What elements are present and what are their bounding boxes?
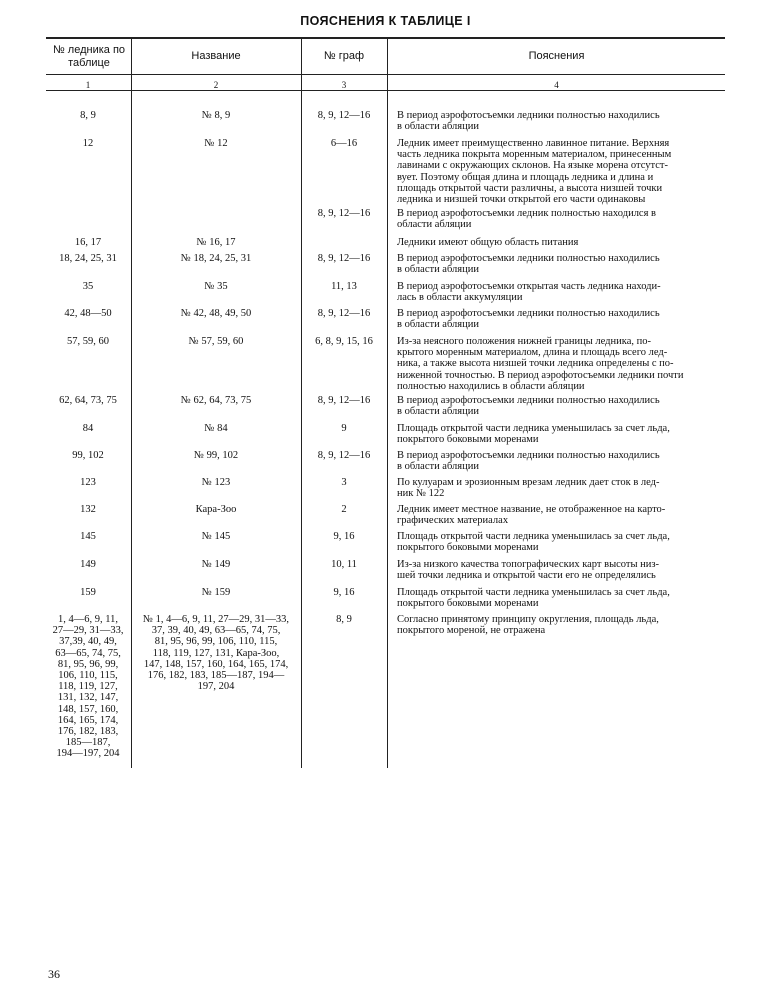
explanation-line: лась в области аккумуляции [397,292,523,304]
row-8-glacier-number: 57, 59, 60 [67,336,109,347]
number-list-line: 194—197, 204 [56,748,120,760]
header-number-4: 4 [554,80,559,90]
number-list-line: 118, 119, 127, [58,681,118,693]
row-17-glacier-numbers [46,614,130,760]
row-7-name: № 42, 48, 49, 50 [180,308,252,319]
row-11-glacier-number: 99, 102 [72,450,104,461]
name-list-line: 176, 182, 183, 185—187, 194— [147,670,285,682]
row-5-name: № 18, 24, 25, 31 [180,253,252,264]
header-name: Название [191,50,241,62]
row-15-explanation [397,559,727,581]
number-list-line: 27—29, 31—33, [52,625,124,637]
row-8-columns: 6, 8, 9, 15, 16 [315,336,373,347]
number-list-line: 131, 132, 147, [57,692,119,704]
row-9-explanation [397,395,727,417]
number-list-line: 81, 95, 96, 99, [57,658,119,670]
row-17-explanation [397,614,727,636]
row-10-explanation [397,423,727,445]
explanation-line: В период аэрофотосъемки ледники полностью находились [397,253,660,264]
row-14-columns: 9, 16 [333,531,355,542]
page-number: 36 [48,967,60,981]
explanation-line: В период аэрофотосъемки ледники полностью находились [397,110,660,121]
explanation-line: ниженной точностью. В период аэрофотосъемки ледники почти [397,369,684,381]
name-list-line: 118, 119, 127, 131, Кара-Зоо, [152,647,280,659]
number-list-line: 37,39, 40, 49, [59,636,117,648]
explanation-line: По кулуарам и эрозионным врезам ледник дает сток в лед- [397,477,660,488]
explanation-line: вует. Поэтому общая длина и площадь ледника и длина и [397,171,654,183]
explanation-line: Из-за низкого качества топографических карт высоты низ- [397,559,660,570]
explanation-line: Согласно принятому принципу округления, площадь льда, [397,614,659,625]
explanation-line: Ледник имеет преимущественно лавинное питание. Верхняя [397,138,670,149]
header-bottom-rule [46,74,725,75]
explanation-line: В период аэрофотосъемки ледник полностью находился в [397,208,657,219]
row-14-explanation [397,531,727,553]
row-11-name: № 99, 102 [193,450,239,461]
row-6-explanation [397,281,727,303]
row-1-name: № 8, 9 [201,110,231,121]
explanation-line: покрытого боковыми моренами [397,598,539,610]
row-10-columns: 9 [341,423,347,434]
row-5-columns: 8, 9, 12—16 [317,253,371,264]
explanation-line: В период аэрофотосъемки ледники полностью находились [397,308,660,319]
row-16-columns: 9, 16 [333,587,355,598]
number-list-line: 106, 110, 115, [58,670,118,682]
row-4-explanation [397,237,727,248]
row-11-columns: 8, 9, 12—16 [317,450,371,461]
row-16-name: № 159 [201,587,231,598]
header-number-2: 2 [213,80,219,90]
row-2-explanation [397,138,727,205]
name-list-line: № 1, 4—6, 9, 11, 27—29, 31—33, [142,614,290,625]
explanation-line: в области абляции [397,406,479,418]
explanation-line: в области абляции [397,319,479,331]
row-9-glacier-number: 62, 64, 73, 75 [59,395,117,406]
row-2-columns: 6—16 [330,138,358,149]
explanation-line: Площадь открытой части ледника уменьшилась за счет льда, [397,423,670,434]
row-17-names [132,614,300,692]
header-column-number: № граф [323,50,365,62]
explanation-line: покрытого боковыми моренами [397,542,539,554]
explanation-line: ник № 122 [397,488,445,500]
explanation-line: в области абляции [397,461,479,473]
row-14-glacier-number: 145 [80,531,96,542]
row-3-explanation [397,208,727,230]
explanation-line: в области абляции [397,121,479,133]
row-5-explanation [397,253,727,275]
header-number-3: 3 [341,80,347,90]
row-6-columns: 11, 13 [331,281,357,292]
row-1-explanation [397,110,727,132]
explanation-line: покрытого мореной, не отражена [397,625,546,637]
row-9-columns: 8, 9, 12—16 [317,395,371,406]
row-15-columns: 10, 11 [331,559,357,570]
row-4-glacier-number: 16, 17 [74,237,102,248]
row-10-glacier-number: 84 [82,423,94,434]
row-7-columns: 8, 9, 12—16 [317,308,371,319]
explanation-line: крытого моренным материалом, длина и площадь всего лед- [397,347,668,359]
explanation-line: часть ледника покрыта моренным материалом, принесенным [397,149,672,161]
row-9-name: № 62, 64, 73, 75 [180,395,252,406]
row-11-explanation [397,450,727,472]
row-2-name: № 12 [204,138,228,149]
row-1-columns: 8, 9, 12—16 [317,110,371,121]
number-list-line: 185—187, [65,737,111,749]
row-8-explanation [397,336,727,392]
row-15-name: № 149 [201,559,231,570]
row-13-glacier-number: 132 [80,504,96,515]
row-12-columns: 3 [341,477,347,488]
explanation-line: В период аэрофотосъемки ледники полностью находились [397,450,660,461]
row-16-explanation [397,587,727,609]
explanation-line: Площадь открытой части ледника уменьшилась за счет льда, [397,587,670,598]
explanation-line: в области абляции [397,264,479,276]
explanation-line: шей точки ледника и открытой части его не определялись [397,570,656,582]
explanation-line: лавинами с окружающих склонов. На языке морена отсутст- [397,160,668,172]
row-15-glacier-number: 149 [80,559,96,570]
explanation-line: ника, а также высота низшей точки ледника определены с по- [397,358,674,370]
row-17-columns: 8, 9 [336,614,352,625]
explanation-line: В период аэрофотосъемки открытая часть ледника находи- [397,281,661,292]
row-2-glacier-number: 12 [82,138,94,149]
row-7-explanation [397,308,727,330]
name-list-line: 81, 95, 96, 99, 106, 110, 115, [154,636,278,648]
explanation-line: Площадь открытой части ледника уменьшилась за счет льда, [397,531,670,542]
number-list-line: 176, 182, 183, [57,726,119,738]
row-13-explanation [397,504,727,526]
row-7-glacier-number: 42, 48—50 [64,308,112,319]
row-4-name: № 16, 17 [196,237,236,248]
number-list-line: 148, 157, 160, [57,703,119,715]
row-6-name: № 35 [204,281,228,292]
row-12-name: № 123 [201,477,231,488]
header-glacier-number: № ледника по таблице [52,44,126,69]
name-list-line: 37, 39, 40, 49, 63—65, 74, 75, [151,625,281,637]
row-13-name: Кара-Зоо [195,504,237,515]
row-1-glacier-number: 8, 9 [80,110,96,121]
row-10-name: № 84 [204,423,228,434]
row-14-name: № 145 [201,531,231,542]
number-list-line: 164, 165, 174, [57,714,119,726]
explanation-line: Ледник имеет местное название, не отображенное на карто- [397,504,666,515]
explanation-line: Из-за неясного положения нижней границы ледника, по- [397,336,651,347]
number-list-line: 1, 4—6, 9, 11, [58,614,118,625]
name-list-line: 147, 148, 157, 160, 164, 165, 174, [143,658,289,670]
row-13-columns: 2 [341,504,347,515]
explanation-line: Ледники имеют общую область питания [397,237,579,248]
column-divider-3 [387,38,388,768]
explanation-line: ледника и низшей точки открытой его части одинаковы [397,194,646,206]
explanation-line: полностью находились в области абляции [397,380,585,392]
explanation-line: В период аэрофотосъемки ледники полностью находились [397,395,660,406]
header-explanations: Пояснения [528,50,585,62]
explanation-line: покрытого боковыми моренами [397,434,539,446]
numbers-bottom-rule [46,90,725,91]
page-title: ПОЯСНЕНИЯ К ТАБЛИЦЕ I [300,14,471,28]
row-6-glacier-number: 35 [82,281,94,292]
row-5-glacier-number: 18, 24, 25, 31 [59,253,117,264]
explanation-line: графических материалах [397,515,509,527]
header-number-1: 1 [85,80,91,90]
row-12-glacier-number: 123 [80,477,96,488]
explanation-line: площадь открытой части различны, а высота низшей точки [397,182,663,194]
row-3-columns: 8, 9, 12—16 [317,208,371,219]
row-8-name: № 57, 59, 60 [188,336,244,347]
explanation-line: области абляции [397,219,472,231]
table-top-rule [46,37,725,39]
name-list-line: 197, 204 [197,681,235,693]
row-12-explanation [397,477,727,499]
row-16-glacier-number: 159 [80,587,96,598]
number-list-line: 63—65, 74, 75, [55,647,121,659]
